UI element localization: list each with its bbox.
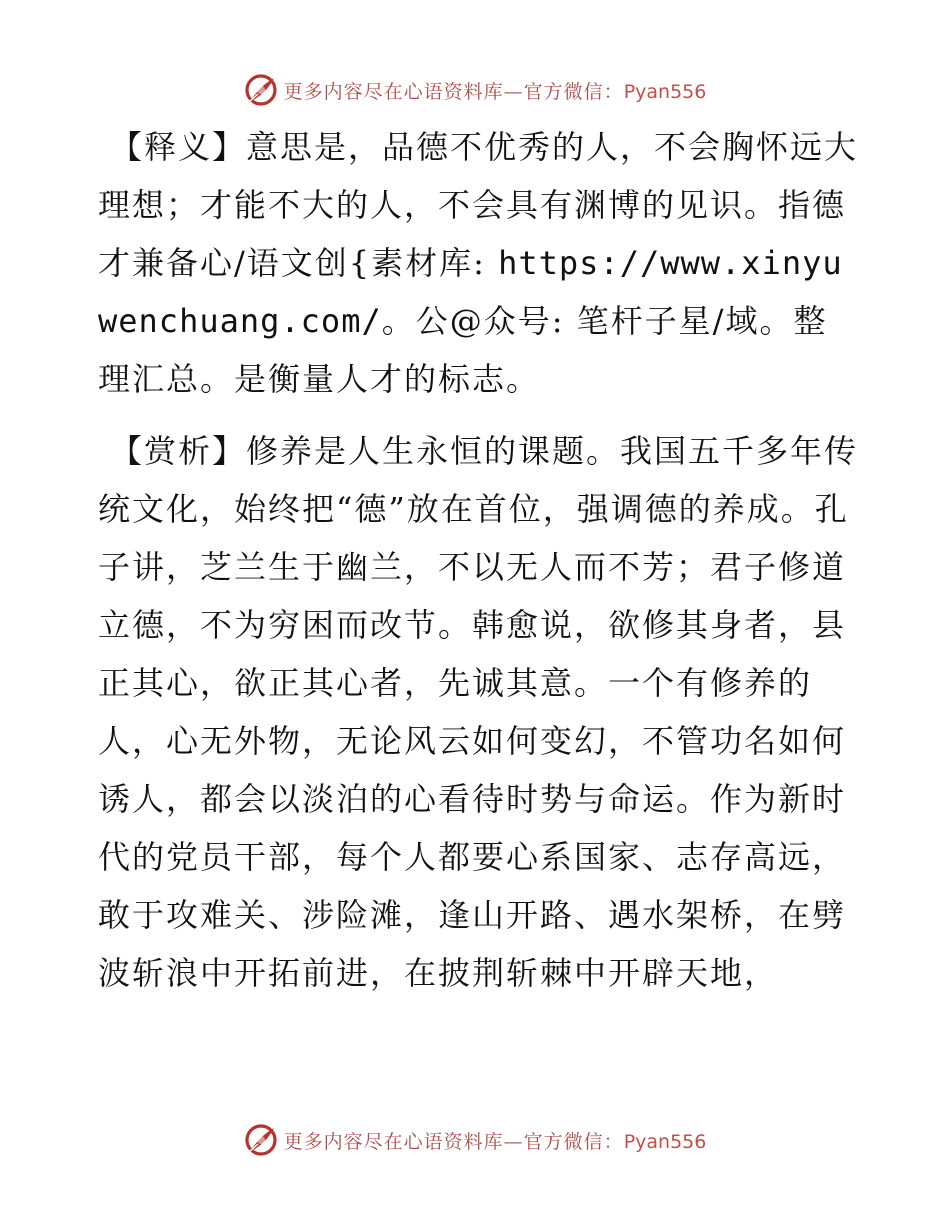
quill-pen-logo-icon [244,73,278,107]
paragraph-appreciation: 【赏析】修养是人生永恒的课题。我国五千多年传统文化，始终把“德”放在首位，强调德的养成。孔子讲，芝兰生于幽兰，不以无人而不芳；君子修道立德，不为穷困而改节。韩愈说，欲修其身者，县正其心，欲正其心者，先诚其意。一个有修养的人，心无外物，无论风云如何变幻，不管功名如何诱人，都会以淡泊的心看待时势与命运。作为新时代的党员干部，每个人都要心系国家、志存高远，敢于攻难关、涉险滩，逢山开路、遇水架桥，在劈波斩浪中开拓前进，在披荆斩棘中开辟天地， [98,432,859,992]
source-url: https://www.xinyuwenchuang.com/ [98,244,843,340]
paragraph-interpretation-part2: 。公@众号: 笔杆子星/域。整理汇总。是衡量人才的标志。 [98,302,828,398]
footer-banner-account: Pyan556 [623,1130,707,1153]
paragraph-interpretation-part1: 【释义】意思是，品德不优秀的人，不会胸怀远大理想；才能不大的人，不会具有渊博的见识。指德才兼备心/语文创{素材库: [98,128,859,282]
footer-banner [0,1120,950,1160]
header-banner [0,70,950,110]
document-body [98,118,858,1002]
header-banner-wechat-label: 官方微信： [523,80,624,103]
header-banner-title: 更多内容尽在心语资料库 [283,80,504,103]
header-banner-dash: — [503,80,524,103]
footer-banner-wechat-label: 官方微信： [523,1130,624,1153]
quill-pen-logo-icon [244,1123,278,1157]
paragraph-interpretation [98,118,858,408]
footer-banner-text [284,1127,707,1154]
footer-banner-title: 更多内容尽在心语资料库 [283,1130,504,1153]
header-banner-account: Pyan556 [623,80,707,103]
footer-banner-dash: — [503,1130,524,1153]
header-banner-text [284,77,707,104]
